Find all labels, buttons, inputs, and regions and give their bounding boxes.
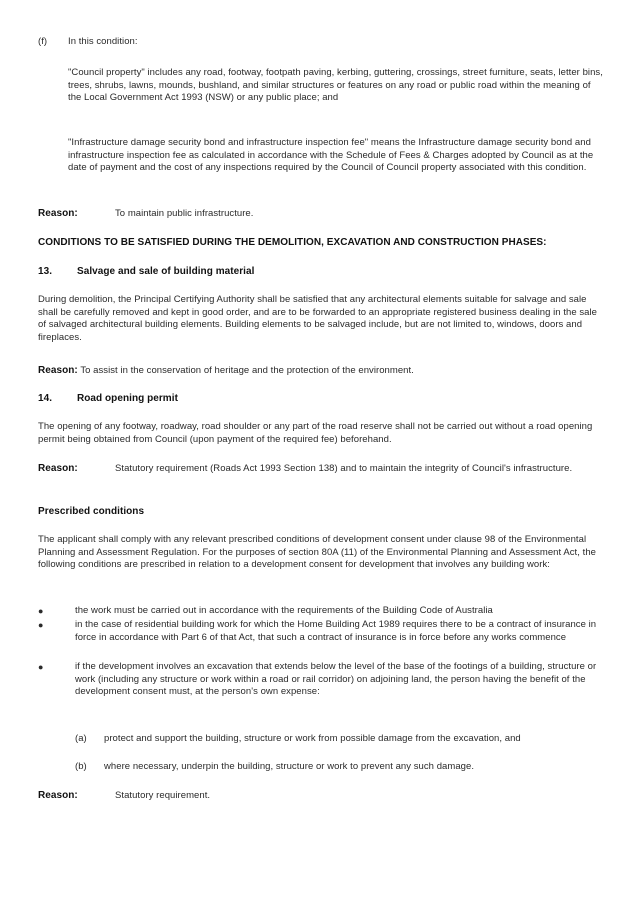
sub-item-text: protect and support the building, structure or work from possible damage from the excavation, and	[104, 733, 521, 744]
reason-label: Reason:	[38, 463, 78, 474]
section-13-number: 13.	[38, 266, 53, 277]
prescribed-intro: The applicant shall comply with any relevant prescribed conditions of development consent under clause 98 of the Environmental Planning and Assessment Regulation. For the purposes of section 80A (11) of the Environmental Planning and Assessment Act, the following conditions are prescribed in relation to a development consent for development that involves any building work:	[38, 534, 596, 571]
sub-item-text: where necessary, underpin the building, structure or work to prevent any such damage.	[104, 761, 475, 772]
sub-item-tag: (b)	[75, 761, 87, 772]
reason-label: Reason:	[38, 365, 78, 376]
section-14-number: 14.	[38, 393, 53, 404]
bullet-icon: ●	[38, 606, 44, 616]
section-14-body: The opening of any footway, roadway, road shoulder or any part of the road reserve shall not be carried out without a road opening permit being obtained from Council (upon payment of the required fee) beforehand.	[38, 421, 593, 445]
infrastructure-bond-definition: "Infrastructure damage security bond and infrastructure inspection fee" means the Infrastructure damage security bond and infrastructure inspection fee as calculated in accordance with the Schedule of Fees & Charges adopted by Council as at the date of payment and the cost of any inspections required by the Council of Council property associated with this condition.	[68, 137, 594, 174]
section-13-body: During demolition, the Principal Certifying Authority shall be satisfied that any architectural elements suitable for salvage and sale shall be carefully removed and kept in good order, and are to be forwarded to an appropriate registered business dealing in the sale of salvaged architectural building elements. Building elements to be salvaged include, but are not limited to, windows, doors and fireplaces.	[38, 294, 598, 343]
reason-text: Statutory requirement.	[115, 790, 211, 801]
reason-text: Statutory requirement (Roads Act 1993 Section 138) and to maintain the integrity of Council's infrastructure.	[115, 463, 573, 474]
condition-f-reason	[38, 208, 604, 221]
council-property-definition: "Council property" includes any road, footway, footpath paving, kerbing, guttering, crossings, street furniture, seats, letter bins, trees, shrubs, lawns, mounds, bushland, and similar structures or features on any road or public road within the meaning of the Local Government Act 1993 (NSW) or any public place; and	[68, 67, 603, 104]
bullet-text: the work must be carried out in accordance with the requirements of the Building Code of Australia	[75, 605, 493, 616]
reason-label: Reason:	[38, 208, 78, 219]
section-14-title: Road opening permit	[77, 393, 178, 404]
section-13-title: Salvage and sale of building material	[77, 266, 255, 277]
bullet-icon: ●	[38, 662, 44, 672]
prescribed-reason	[38, 790, 604, 803]
condition-f-intro: In this condition:	[68, 36, 138, 47]
bullet-icon: ●	[38, 620, 44, 630]
reason-text: To assist in the conservation of heritage and the protection of the environment.	[80, 365, 414, 376]
phase-heading: CONDITIONS TO BE SATISFIED DURING THE DEMOLITION, EXCAVATION AND CONSTRUCTION PHASES:	[38, 237, 547, 248]
condition-f-tag: (f)	[38, 36, 48, 47]
bullet-text: in the case of residential building work for which the Home Building Act 1989 requires there to be a contract of insurance in force in accordance with Part 6 of that Act, that such a contract of insurance is in force before any works commence	[75, 619, 597, 643]
prescribed-conditions-title: Prescribed conditions	[38, 506, 145, 517]
bullet-text: if the development involves an excavation that extends below the level of the base of the footings of a building, structure or work (including any structure or work within a road or rail corridor) on adjoining land, the person having the benefit of the development consent must, at the person's own expense:	[75, 661, 597, 698]
reason-label: Reason:	[38, 790, 78, 801]
section-13-reason	[38, 365, 604, 378]
reason-text: To maintain public infrastructure.	[115, 208, 254, 219]
sub-item-tag: (a)	[75, 733, 87, 744]
section-14-reason	[38, 463, 604, 476]
